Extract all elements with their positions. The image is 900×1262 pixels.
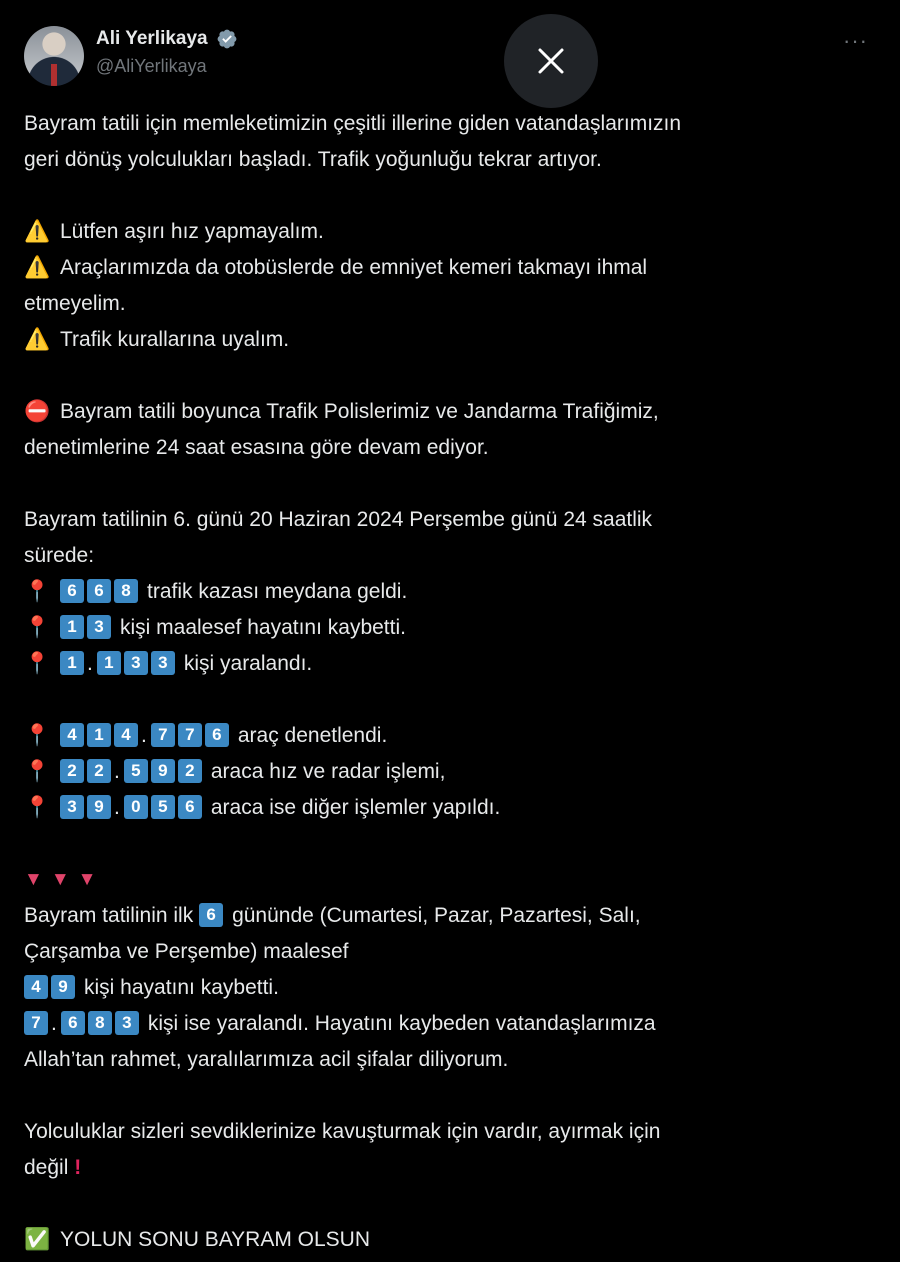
text-line: denetimlerine 24 saat esasına göre devam ediyor. bbox=[24, 436, 489, 459]
tweet-text bbox=[24, 106, 876, 1258]
close-button[interactable] bbox=[504, 14, 598, 108]
summary-injured-total: 7 . 6 8 3 kişi ise yaralandı. Hayatını kaybeden vatandaşlarımıza bbox=[24, 1006, 876, 1042]
keycap-digit: 6 bbox=[199, 903, 223, 927]
summary-deaths-total: 4 9 kişi hayatını kaybetti. bbox=[24, 970, 876, 1006]
exclamation-icon: ! bbox=[74, 1156, 82, 1179]
triangle-down-icon: ▼ bbox=[24, 869, 51, 890]
pin-icon: 📍 bbox=[24, 760, 51, 783]
text-line: Bayram tatili için memleketimizin çeşitli illerine giden vatandaşlarımızın bbox=[24, 112, 682, 135]
stat-speed-radar: 📍 2 2 . 5 9 2 araca hız ve radar işlemi, bbox=[24, 754, 876, 790]
keycap-number bbox=[60, 754, 205, 790]
keycap-digit: 6 bbox=[61, 1011, 85, 1035]
digit-separator: . bbox=[114, 796, 120, 819]
verified-badge-icon bbox=[216, 28, 238, 50]
keycap-digit: 3 bbox=[87, 615, 111, 639]
stat-accidents: 📍 6 6 8 trafik kazası meydana geldi. bbox=[24, 574, 876, 610]
check-icon: ✅ bbox=[24, 1228, 51, 1251]
keycap-digit: 8 bbox=[88, 1011, 112, 1035]
keycap-digit: 7 bbox=[178, 723, 202, 747]
keycap-digit: 8 bbox=[114, 579, 138, 603]
author-display-name[interactable]: Ali Yerlikaya bbox=[96, 28, 208, 49]
keycap-number bbox=[60, 610, 114, 646]
digit-separator: . bbox=[51, 1012, 57, 1035]
keycap-digit: 1 bbox=[87, 723, 111, 747]
keycap-number bbox=[24, 970, 78, 1006]
keycap-number bbox=[60, 646, 178, 682]
text-line: Çarşamba ve Perşembe) maalesef bbox=[24, 940, 349, 963]
digit-separator: . bbox=[114, 760, 120, 783]
keycap-number bbox=[24, 1006, 142, 1042]
digit-separator: . bbox=[141, 724, 147, 747]
keycap-digit: 9 bbox=[51, 975, 75, 999]
text-line: Yolculuklar sizleri sevdiklerinize kavuşturmak için vardır, ayırmak için bbox=[24, 1120, 661, 1143]
warning-icon: ⚠️ bbox=[24, 256, 51, 279]
text-line: etmeyelim. bbox=[24, 292, 126, 315]
summary-line-1: Bayram tatilinin ilk 6 gününde (Cumartesi, Pazar, Pazartesi, Salı, bbox=[24, 898, 876, 934]
digit-separator: . bbox=[87, 652, 93, 675]
pin-icon: 📍 bbox=[24, 724, 51, 747]
keycap-digit: 3 bbox=[60, 795, 84, 819]
keycap-digit: 1 bbox=[97, 651, 121, 675]
keycap-digit: 9 bbox=[87, 795, 111, 819]
keycap-number bbox=[60, 718, 232, 754]
triangle-down-icon: ▼ bbox=[50, 869, 78, 890]
keycap-digit: 6 bbox=[178, 795, 202, 819]
keycap-digit: 1 bbox=[60, 651, 84, 675]
keycap-digit: 6 bbox=[60, 579, 84, 603]
triangle-down-icon: ▼ bbox=[77, 869, 105, 890]
keycap-digit: 3 bbox=[115, 1011, 139, 1035]
text-line: sürede: bbox=[24, 544, 95, 567]
pin-icon: 📍 bbox=[24, 580, 51, 603]
stat-injured-day: 📍 1 . 1 3 3 kişi yaralandı. bbox=[24, 646, 876, 682]
avatar[interactable] bbox=[24, 26, 84, 86]
keycap-digit: 9 bbox=[151, 759, 175, 783]
stat-other-actions: 📍 3 9 . 0 5 6 araca ise diğer işlemler yapıldı. bbox=[24, 790, 876, 826]
keycap-digit: 7 bbox=[151, 723, 175, 747]
pin-icon: 📍 bbox=[24, 616, 51, 639]
author-handle[interactable]: @AliYerlikaya bbox=[96, 56, 207, 76]
text-line: Bayram tatilinin 6. günü 20 Haziran 2024 Perşembe günü 24 saatlik bbox=[24, 508, 653, 531]
keycap-digit: 0 bbox=[124, 795, 148, 819]
keycap-digit: 5 bbox=[151, 795, 175, 819]
text-line: Allah’tan rahmet, yaralılarımıza acil şifalar diliyorum. bbox=[24, 1048, 509, 1071]
keycap-digit: 3 bbox=[151, 651, 175, 675]
warning-icon: ⚠️ bbox=[24, 328, 51, 351]
no-entry-icon: ⛔ bbox=[24, 400, 51, 423]
keycap-digit: 6 bbox=[87, 579, 111, 603]
author-info bbox=[96, 28, 238, 77]
keycap-digit: 1 bbox=[60, 615, 84, 639]
keycap-digit: 3 bbox=[124, 651, 148, 675]
final-line: ✅ YOLUN SONU BAYRAM OLSUN bbox=[24, 1222, 876, 1258]
keycap-digit: 4 bbox=[24, 975, 48, 999]
keycap-number bbox=[60, 574, 141, 610]
pin-icon: 📍 bbox=[24, 652, 51, 675]
keycap-digit: 2 bbox=[87, 759, 111, 783]
keycap-digit: 2 bbox=[60, 759, 84, 783]
keycap-digit: 5 bbox=[124, 759, 148, 783]
warning-icon: ⚠️ bbox=[24, 220, 51, 243]
keycap-digit: 7 bbox=[24, 1011, 48, 1035]
close-icon bbox=[536, 46, 566, 76]
tweet-header bbox=[24, 24, 876, 88]
keycap-digit: 4 bbox=[114, 723, 138, 747]
more-options-button[interactable]: ··· bbox=[843, 28, 868, 53]
keycap-digit: 6 bbox=[205, 723, 229, 747]
keycap-digit: 4 bbox=[60, 723, 84, 747]
pin-icon: 📍 bbox=[24, 796, 51, 819]
warning-line-1: ⚠️ Lütfen aşırı hız yapmayalım. bbox=[24, 214, 876, 250]
keycap-number bbox=[60, 790, 205, 826]
stat-vehicles-checked: 📍 4 1 4 . 7 7 6 araç denetlendi. bbox=[24, 718, 876, 754]
triangle-down-icons bbox=[24, 862, 876, 898]
warning-line-3: ⚠️ Trafik kurallarına uyalım. bbox=[24, 322, 876, 358]
no-entry-line: ⛔ Bayram tatili boyunca Trafik Polislerimiz ve Jandarma Trafiğimiz, bbox=[24, 394, 876, 430]
stat-deaths-day: 📍 1 3 kişi maalesef hayatını kaybetti. bbox=[24, 610, 876, 646]
keycap-digit: 2 bbox=[178, 759, 202, 783]
warning-line-2: ⚠️ Araçlarımızda da otobüslerde de emniyet kemeri takmayı ihmal bbox=[24, 250, 876, 286]
closing-line-2: değil ! bbox=[24, 1156, 82, 1179]
keycap-number bbox=[199, 898, 226, 934]
text-line: geri dönüş yolculukları başladı. Trafik yoğunluğu tekrar artıyor. bbox=[24, 148, 602, 171]
